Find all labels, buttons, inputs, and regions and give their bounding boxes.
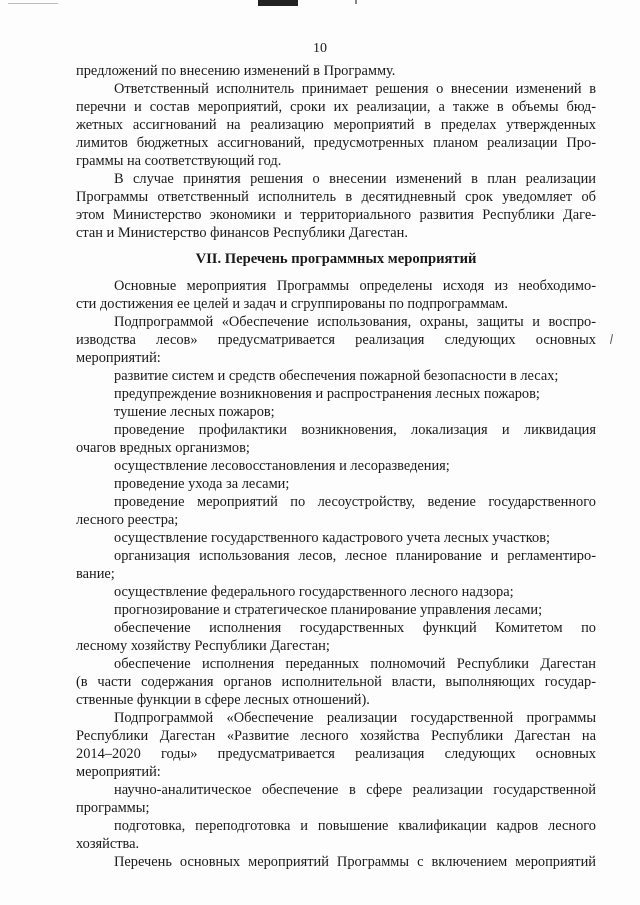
text-line: вание; <box>76 566 115 582</box>
section-heading: VII. Перечень программных мероприятий <box>195 251 477 267</box>
paragraph <box>76 475 596 493</box>
text-line: (в части содержания органов исполнительной власти, выполняющих государ- <box>76 674 596 690</box>
paragraph <box>76 781 596 817</box>
paragraph <box>76 601 596 619</box>
text-line: Подпрограммой «Обеспечение реализации государственной программы <box>114 710 596 726</box>
text-line: подготовка, переподготовка и повышение квалификации кадров лесного <box>114 818 596 834</box>
paragraph <box>76 385 596 403</box>
text-line: проведение мероприятий по лесоустройству, ведение государственного <box>114 494 596 510</box>
text-line: жетных ассигнований на реализацию мероприятий в пределах утвержденных <box>76 117 596 133</box>
paragraph <box>76 367 596 385</box>
scan-artifact <box>258 0 298 6</box>
paragraph <box>76 709 596 781</box>
paragraph <box>76 529 596 547</box>
text-line: Республики Дагестан «Развитие лесного хозяйства Республики Дагестан на <box>76 728 596 744</box>
text-line: предупреждение возникновения и распространения лесных пожаров; <box>114 386 540 402</box>
text-line: обеспечение исполнения государственных функций Комитетом по <box>114 620 596 636</box>
scan-artifact <box>8 3 58 4</box>
text-line: организация использования лесов, лесное планирование и регламентиро- <box>114 548 596 564</box>
paragraph <box>76 62 596 80</box>
text-line: изводства лесов» предусматривается реализация следующих основных <box>76 332 596 348</box>
paragraph <box>76 853 596 871</box>
paragraph <box>76 403 596 421</box>
text-line: сти достижения ее целей и задач и сгруппированы по подпрограммам. <box>76 296 508 312</box>
text-line: проведение профилактики возникновения, локализация и ликвидация <box>114 422 596 438</box>
paragraph <box>76 619 596 655</box>
text-line: Перечень основных мероприятий Программы с включением мероприятий <box>114 854 596 870</box>
text-line: мероприятий: <box>76 764 161 780</box>
text-line: предложений по внесению изменений в Программу. <box>76 63 396 79</box>
section-body <box>76 277 596 871</box>
paragraph <box>76 547 596 583</box>
text-line: Подпрограммой «Обеспечение использования, охраны, защиты и воспро- <box>114 314 596 330</box>
paragraph <box>76 583 596 601</box>
text-line: обеспечение исполнения переданных полномочий Республики Дагестан <box>114 656 596 672</box>
paragraph <box>76 457 596 475</box>
scan-artifact <box>355 0 357 4</box>
paragraph <box>76 80 596 170</box>
text-line: мероприятий: <box>76 350 161 366</box>
text-line: прогнозирование и стратегическое планирование управления лесами; <box>114 602 543 618</box>
intro-section <box>76 62 596 242</box>
page-number: 10 <box>313 41 327 56</box>
text-line: проведение ухода за лесами; <box>114 476 290 492</box>
paragraph <box>76 421 596 457</box>
text-line: стан и Министерство финансов Республики Дагестан. <box>76 225 408 241</box>
text-line: научно-аналитическое обеспечение в сфере реализации государственной <box>114 782 596 798</box>
text-line: осуществление государственного кадастрового учета лесных участков; <box>114 530 551 546</box>
document-body <box>76 62 596 871</box>
text-line: 2014–2020 годы» предусматривается реализация следующих основных <box>76 746 596 762</box>
text-line: лимитов бюджетных ассигнований, предусмотренных планом реализации Про- <box>76 135 596 151</box>
text-line: В случае принятия решения о внесении изменений в план реализации <box>114 171 596 187</box>
text-line: этом Министерство экономики и территориального развития Республики Даге- <box>76 207 596 223</box>
text-line: ственные функции в сфере лесных отношений). <box>76 692 370 708</box>
text-line: развитие систем и средств обеспечения пожарной безопасности в лесах; <box>114 368 559 384</box>
paragraph <box>76 170 596 242</box>
paragraph <box>76 655 596 709</box>
text-line: Основные мероприятия Программы определены исходя из необходимо- <box>114 278 596 294</box>
text-line: осуществление лесовосстановления и лесоразведения; <box>114 458 450 474</box>
text-line: Ответственный исполнитель принимает решения о внесении изменений в <box>114 81 596 97</box>
margin-mark <box>610 334 613 344</box>
text-line: лесному хозяйству Республики Дагестан; <box>76 638 330 654</box>
text-line: перечни и состав мероприятий, сроки их реализации, а также в объемы бюд- <box>76 99 596 115</box>
paragraph <box>76 493 596 529</box>
paragraph <box>76 277 596 313</box>
text-line: тушение лесных пожаров; <box>114 404 275 420</box>
text-line: Программы ответственный исполнитель в десятидневный срок уведомляет об <box>76 189 596 205</box>
text-line: граммы на соответствующий год. <box>76 153 282 169</box>
text-line: осуществление федерального государственного лесного надзора; <box>114 584 514 600</box>
paragraph <box>76 817 596 853</box>
text-line: лесного реестра; <box>76 512 179 528</box>
text-line: очагов вредных организмов; <box>76 440 250 456</box>
text-line: программы; <box>76 800 150 816</box>
paragraph <box>76 313 596 367</box>
text-line: хозяйства. <box>76 836 140 852</box>
